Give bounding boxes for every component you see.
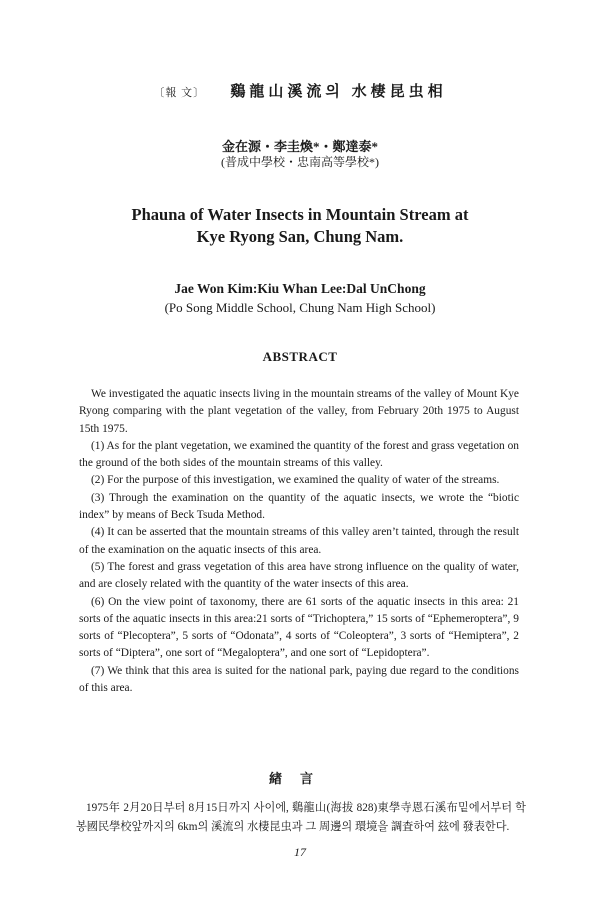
abstract-paragraph: (3) Through the examination on the quantity of the aquatic insects, we wrote the “biotic index” by means of Beck Tsuda Method. [79,491,519,522]
english-title-line-2: Kye Ryong San, Chung Nam. [196,227,404,246]
english-title [0,204,600,248]
abstract-body [79,386,519,697]
article-type-tag: 〔報 文〕 [153,87,206,99]
abstract-paragraph: (5) The forest and grass vegetation of this area have strong influence on the quality of water, and are closely related with the quantity of the water insects of this area. [79,560,519,591]
abstract-paragraph: (1) As for the plant vegetation, we examined the quantity of the forest and grass vegetation on the ground of the both sides of the mountain streams of this valley. [79,439,519,470]
korean-header [0,80,600,101]
abstract-paragraph: (7) We think that this area is suited for the national park, paying due regard to the conditions of this area. [79,664,519,695]
korean-title: 鷄龍山溪流의 水棲昆虫相 [230,84,447,100]
introduction-body [76,799,526,837]
english-affiliations: (Po Song Middle School, Chung Nam High School) [164,300,436,315]
abstract-paragraph: (4) It can be asserted that the mountain streams of this valley aren’t tainted, through the result of the examination on the aquatic insects of this area. [79,526,519,556]
introduction-heading: 緖言 [268,771,331,786]
english-title-line-1: Phauna of Water Insects in Mountain Stream at [131,205,469,224]
abstract-paragraph: We investigated the aquatic insects living in the mountain streams of the valley of Mount Kye Ryong comparing with the plant vegetation of the valley, from February 20th 1975 to August 15th 1975. [79,388,519,435]
english-authors: Jae Won Kim:Kiu Whan Lee:Dal UnChong [174,281,426,296]
page-number: 17 [294,845,306,859]
abstract-heading: ABSTRACT [262,349,338,364]
abstract-paragraph: (6) On the view point of taxonomy, there are 61 sorts of the aquatic insects in this area: 21 sorts of the aquatic insects in this area:21 sorts of “Trichoptera,” 15 sorts of “Ephemeroptera”, 9 sorts of “Plecoptera”, 5 sorts of “Odonata”, 4 sorts of “Coleoptera”, 3 sorts of “Hemiptera”, 2 sorts of “Diptera”, one sort of “Megaloptera”, and one sort of “Lepidoptera”. [79,595,519,660]
introduction-paragraph: 1975年 2月20日부터 8月15日까지 사이에, 鷄龍山(海拔 828)東學寺恩石溪布밑에서부터 학봉國民學校앞까지의 6km의 溪流의 水棲昆虫과 그 周邊의 環境을 調査하여 玆에 發表한다. [76,802,526,833]
korean-authors: 金在源・李圭煥*・鄭達泰* [221,139,378,154]
abstract-paragraph: (2) For the purpose of this investigation, we examined the quality of water of the streams. [91,474,500,487]
korean-affiliations: (普成中學校・忠南高等學校*) [221,155,379,169]
